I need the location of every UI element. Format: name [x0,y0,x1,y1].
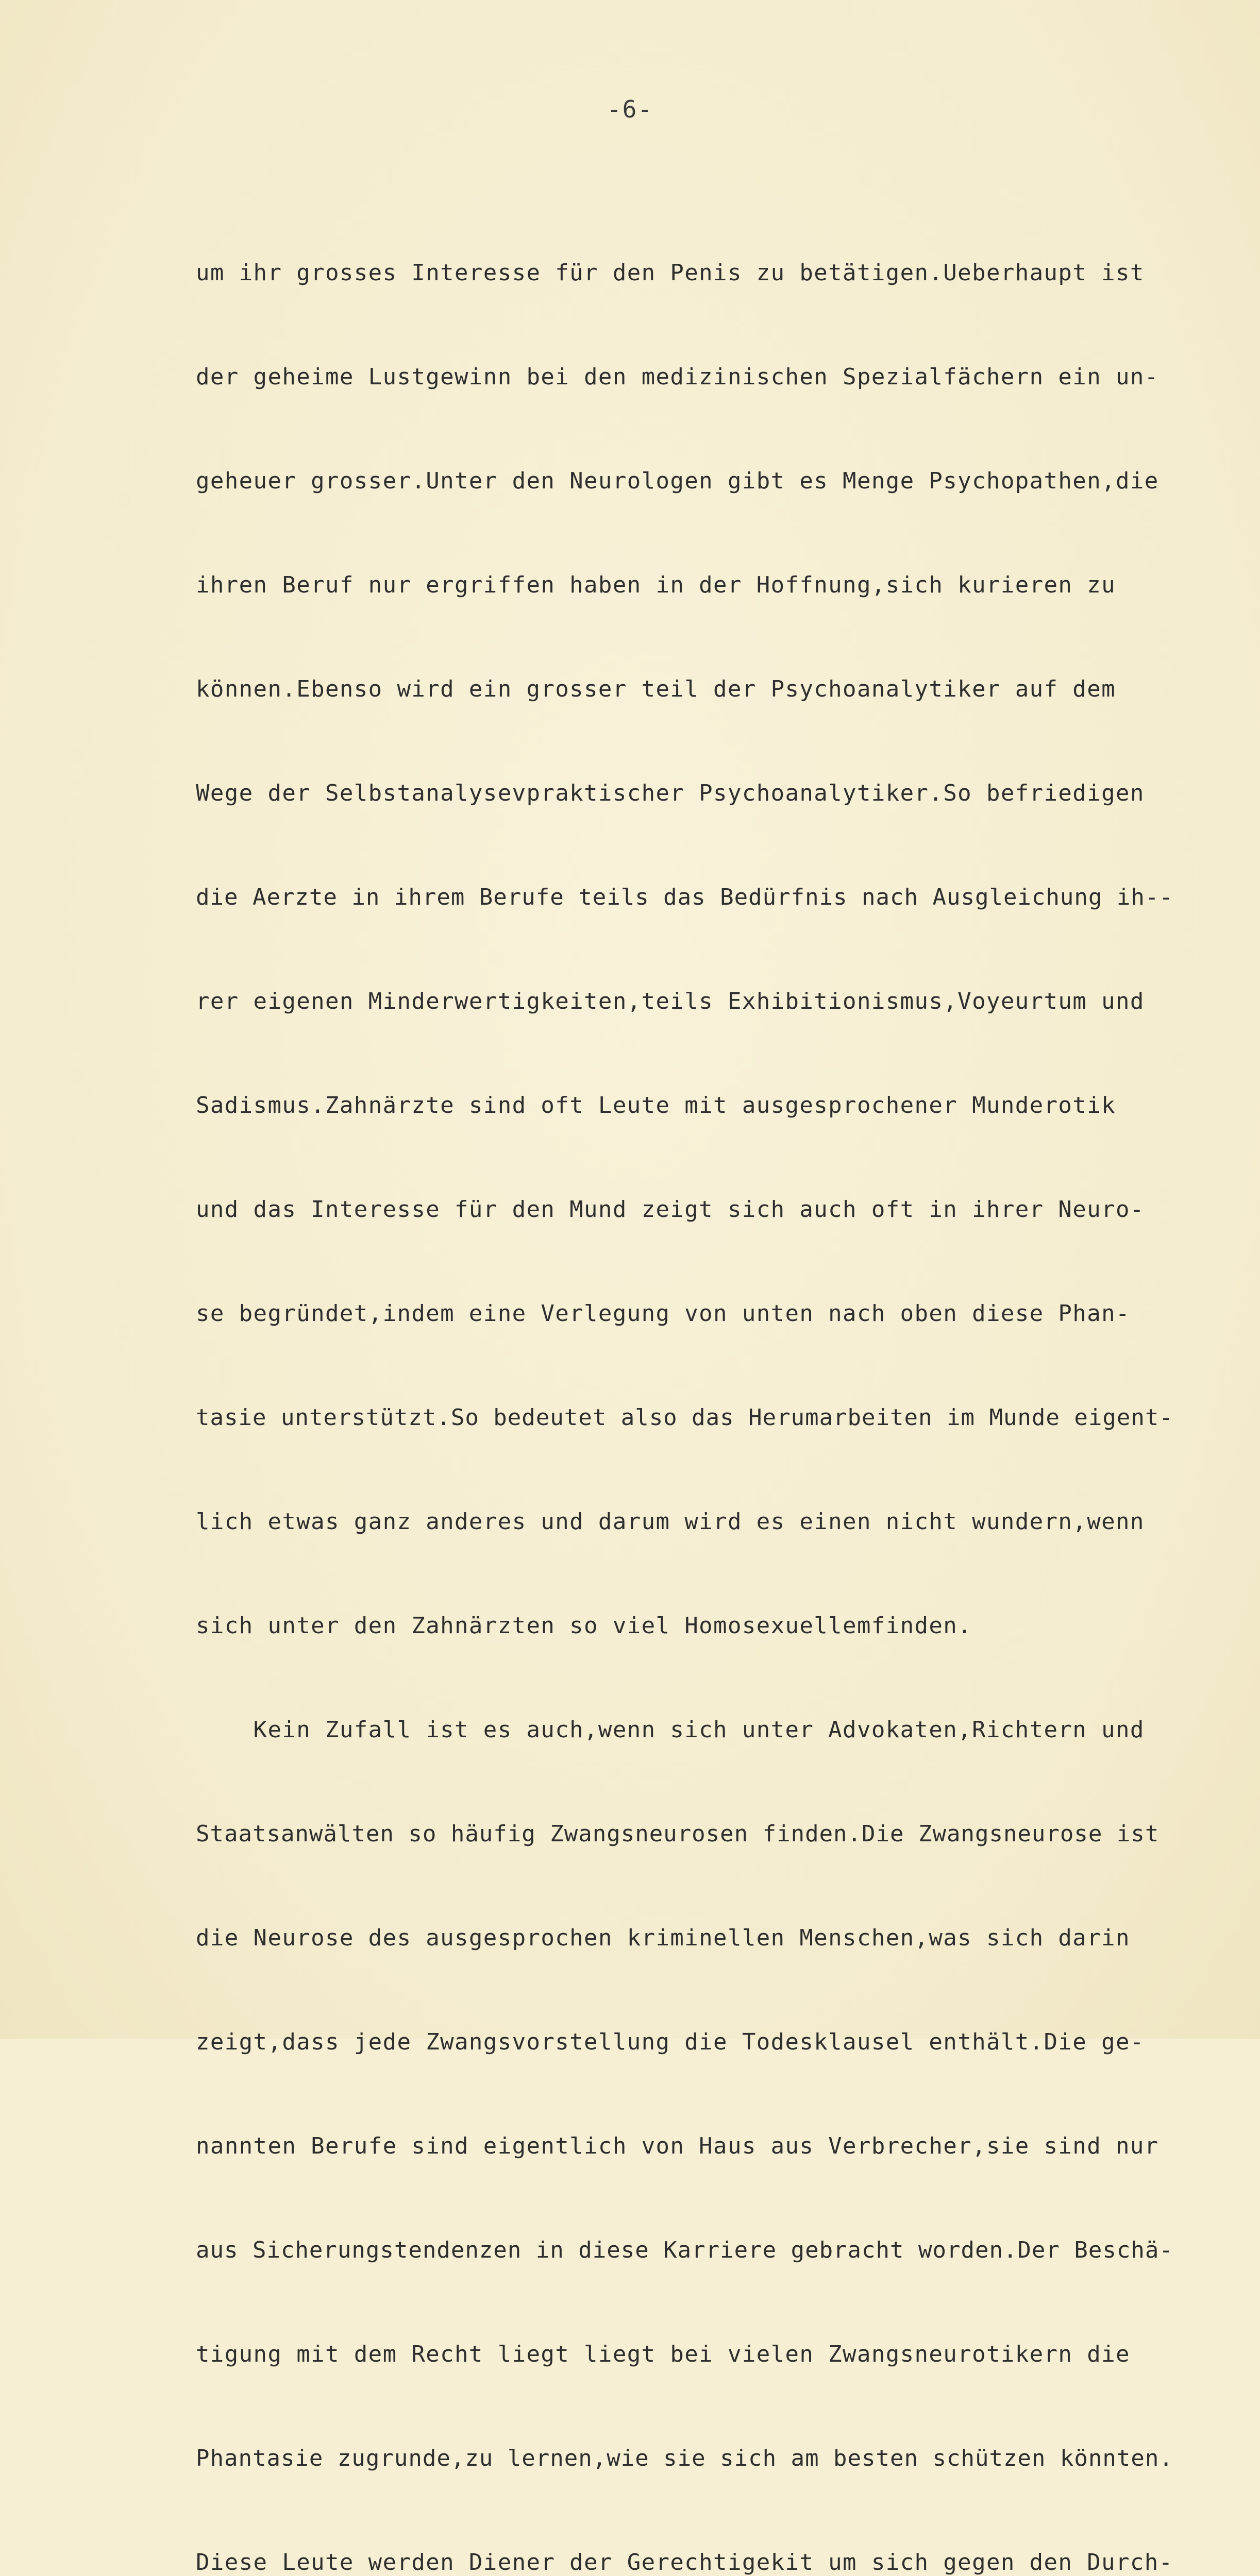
text-line: ihren Beruf nur ergriffen haben in der Hoffnung,sich kurieren zu [196,572,1116,598]
text-line: um ihr grosses Interesse für den Penis zu betätigen.Ueberhaupt ist [196,260,1145,286]
text-line: der geheime Lustgewinn bei den medizinischen Spezialfächern ein un- [196,364,1159,390]
body-text [196,195,1257,2576]
text-line: rer eigenen Minderwertigkeiten,teils Exhibitionismus,Voyeurtum und [196,988,1145,1014]
text-line: die Neurose des ausgesprochen kriminellen Menschen,was sich darin [196,1925,1130,1951]
text-line: können.Ebenso wird ein grosser teil der Psychoanalytiker auf dem [196,676,1116,702]
text-line: nannten Berufe sind eigentlich von Haus aus Verbrecher,sie sind nur [196,2133,1159,2159]
page-number: -6- [607,95,653,123]
text-line: geheuer grosser.Unter den Neurologen gibt es Menge Psychopathen,die [196,468,1159,494]
text-line: die Aerzte in ihrem Berufe teils das Bedürfnis nach Ausgleichung ih-- [196,884,1173,910]
text-line: lich etwas ganz anderes und darum wird es einen nicht wundern,wenn [196,1509,1145,1535]
text-line: se begründet,indem eine Verlegung von unten nach oben diese Phan- [196,1300,1130,1327]
text-line: Sadismus.Zahnärzte sind oft Leute mit ausgesprochener Munderotik [196,1092,1116,1118]
text-line: sich unter den Zahnärzten so viel Homosexuellemfinden. [196,1613,972,1639]
text-line: Wege der Selbstanalysevpraktischer Psychoanalytiker.So befriedigen [196,780,1145,806]
text-line: Diese Leute werden Diener der Gerechtigekit um sich gegen den Durch- [196,2549,1173,2575]
text-line: und das Interesse für den Mund zeigt sich auch oft in ihrer Neuro- [196,1196,1145,1223]
text-line: zeigt,dass jede Zwangsvorstellung die Todesklausel enthält.Die ge- [196,2029,1145,2055]
text-line: Staatsanwälten so häufig Zwangsneurosen finden.Die Zwangsneurose ist [196,1821,1160,1847]
text-line: Kein Zufall ist es auch,wenn sich unter Advokaten,Richtern und [196,1717,1145,1743]
text-line: aus Sicherungstendenzen in diese Karriere gebracht worden.Der Beschä- [196,2237,1173,2263]
text-line: tasie unterstützt.So bedeutet also das Herumarbeiten im Munde eigent- [196,1404,1173,1431]
text-line: Phantasie zugrunde,zu lernen,wie sie sich am besten schützen könnten. [196,2445,1173,2471]
text-line: tigung mit dem Recht liegt liegt bei vielen Zwangsneurotikern die [196,2341,1130,2367]
